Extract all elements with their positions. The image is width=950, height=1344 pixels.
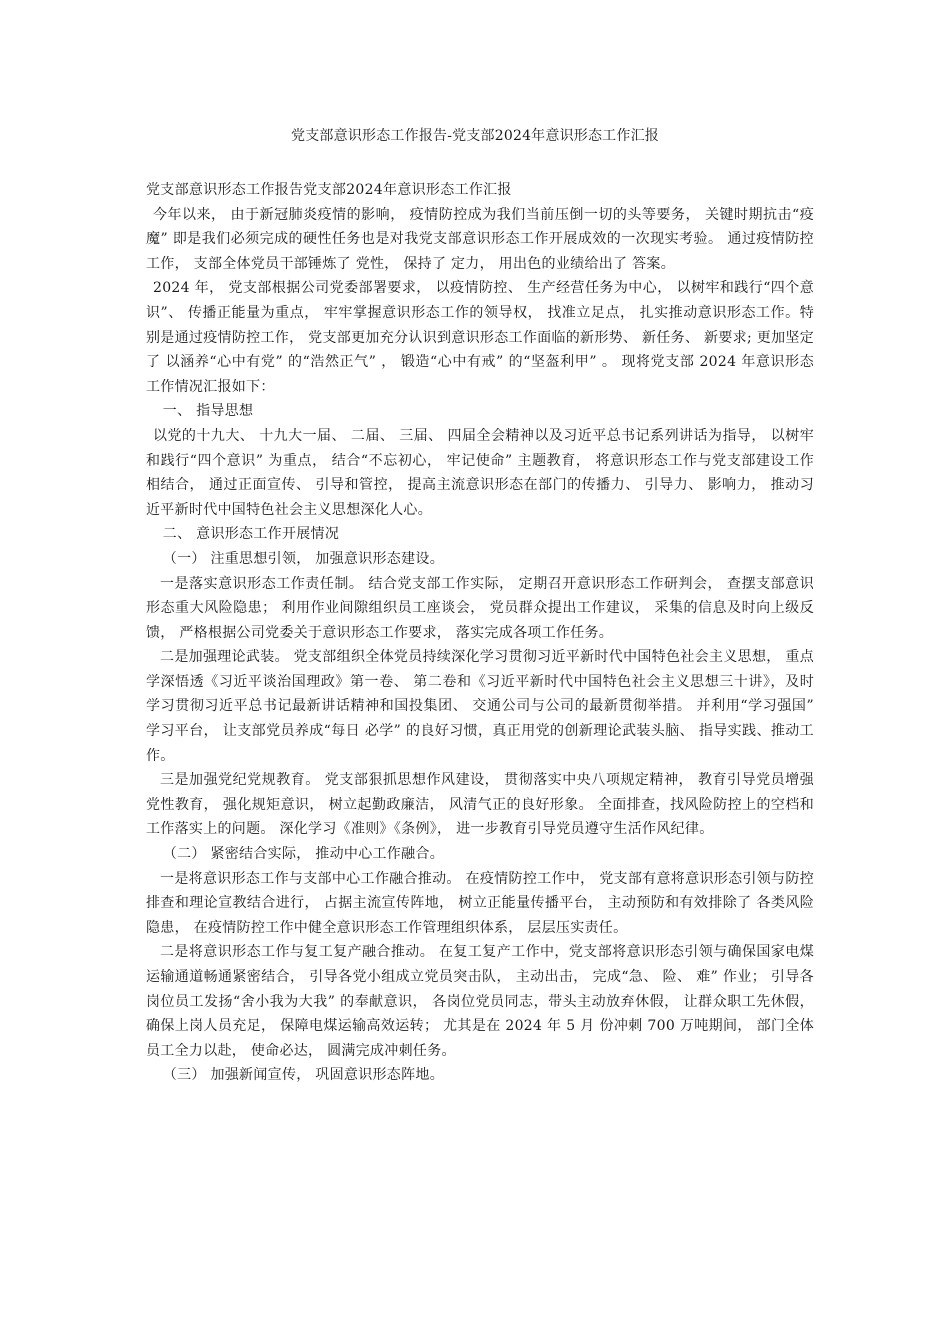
item-paragraph-resumption: 二是将意识形态工作与复工复产融合推动。 在复工复产工作中，党支部将意识形态引领与确保国家电煤运输通道畅通紧密结合， 引导各党小组成立党员突击队， 主动出击， 完成“急、 险、 难” 作业； 引导各岗位员工发扬“舍小我为大我” 的奉献意识， 各岗位党员同志，带头主动放弃休假， 让群众职工先休假， 确保上岗人员充足， 保障电煤运输高效运转； 尤其是在 2024 年 5 月 份冲刺 700 万吨期间， 部门全体员工全力以赴， 使命必达， 圆满完成冲刺任务。 [146, 944, 814, 1059]
section-heading-2: 二、 意识形态工作开展情况 [162, 526, 340, 543]
subtitle-paragraph: 党支部意识形态工作报告党支部2024年意识形态工作汇报 [146, 182, 512, 198]
item-paragraph-epidemic: 一是将意识形态工作与支部中心工作融合推动。 在疫情防控工作中， 党支部有意将意识形态引领与防控排查和理论宣教结合进行， 占据主流宣传阵地， 树立正能量传播平台， 主动预防和有效排除了 各类风险隐患， 在疫情防控工作中健全意识形态工作管理组织体系， 层层压实责任。 [146, 870, 814, 936]
guiding-thought-paragraph: 以党的十九大、 十九大一届、 二届、 三届、 四届全会精神以及习近平总书记系列讲话为指导， 以树牢和践行“四个意识” 为重点， 结合“不忘初心， 牢记使命” 主题教育， 将意识形态工作与党支部建设工作相结合， 通过正面宣传、 引导和管控， 提高主流意识形态在部门的传播力、 引导力、 影响力， 推动习近平新时代中国特色社会主义思想深化人心。 [146, 427, 814, 518]
document-title: 党支部意识形态工作报告-党支部2024年意识形态工作汇报 [291, 128, 659, 144]
item-paragraph-discipline: 三是加强党纪党规教育。 党支部狠抓思想作风建设， 贯彻落实中央八项规定精神， 教育引导党员增强党性教育， 强化规矩意识， 树立起勤政廉洁， 风清气正的良好形象。 全面排查，找风险防控上的空档和工作落实上的问题。 深化学习《准则》《条例》， 进一步教育引导党员遵守生活作风纪律。 [146, 772, 814, 838]
subsection-heading-1: （一） 注重思想引领， 加强意识形态建设。 [162, 550, 444, 567]
document-body [146, 178, 814, 1088]
item-paragraph-responsibility: 一是落实意识形态工作责任制。 结合党支部工作实际， 定期召开意识形态工作研判会， 查摆支部意识形态重大风险隐患； 利用作业间隙组织员工座谈会， 党员群众提出工作建议， 采集的信息及时向上级反馈， 严格根据公司党委关于意识形态工作要求， 落实完成各项工作任务。 [146, 575, 814, 641]
subsection-heading-2: （二） 紧密结合实际， 推动中心工作融合。 [162, 846, 444, 863]
item-paragraph-theory: 二是加强理论武装。 党支部组织全体党员持续深化学习贯彻习近平新时代中国特色社会主义思想， 重点学深悟透《习近平谈治国理政》第一卷、 第二卷和《习近平新时代中国特色社会主义思想三十讲》，及时学习贯彻习近平总书记最新讲话精神和国投集团、 交通公司与公司的最新贯彻举措。 并利用“学习强国” 学习平台， 让支部党员养成“每日 必学” 的良好习惯，真正用党的创新理论武装头脑、 指导实践、推动工作。 [146, 649, 814, 764]
intro-paragraph: 今年以来， 由于新冠肺炎疫情的影响， 疫情防控成为我们当前压倒一切的头等要务， 关键时期抗击“疫魔” 即是我们必须完成的硬性任务也是对我党支部意识形态工作开展成效的一次现实考验。 通过疫情防控工作， 支部全体党员干部锤炼了 党性， 保持了 定力， 用出色的业绩给出了 答案。 [146, 206, 814, 272]
subsection-heading-3: （三） 加强新闻宣传， 巩固意识形态阵地。 [162, 1067, 444, 1084]
section-heading-1: 一、 指导思想 [162, 403, 254, 420]
overview-paragraph: 2024 年， 党支部根据公司党委部署要求， 以疫情防控、 生产经营任务为中心， 以树牢和践行“四个意识”、 传播正能量为重点， 牢牢掌握意识形态工作的领导权， 找准立足点， 扎实推动意识形态工作。特别是通过疫情防控工作， 党支部更加充分认识到意识形态工作面临的新形势、 新任务、 新要求; 更加坚定了 以涵养“心中有党” 的“浩然正气” ， 锻造“心中有戒” 的“坚盔利甲” 。 现将党支部 2024 年意识形态工作情况汇报如下： [146, 280, 814, 395]
